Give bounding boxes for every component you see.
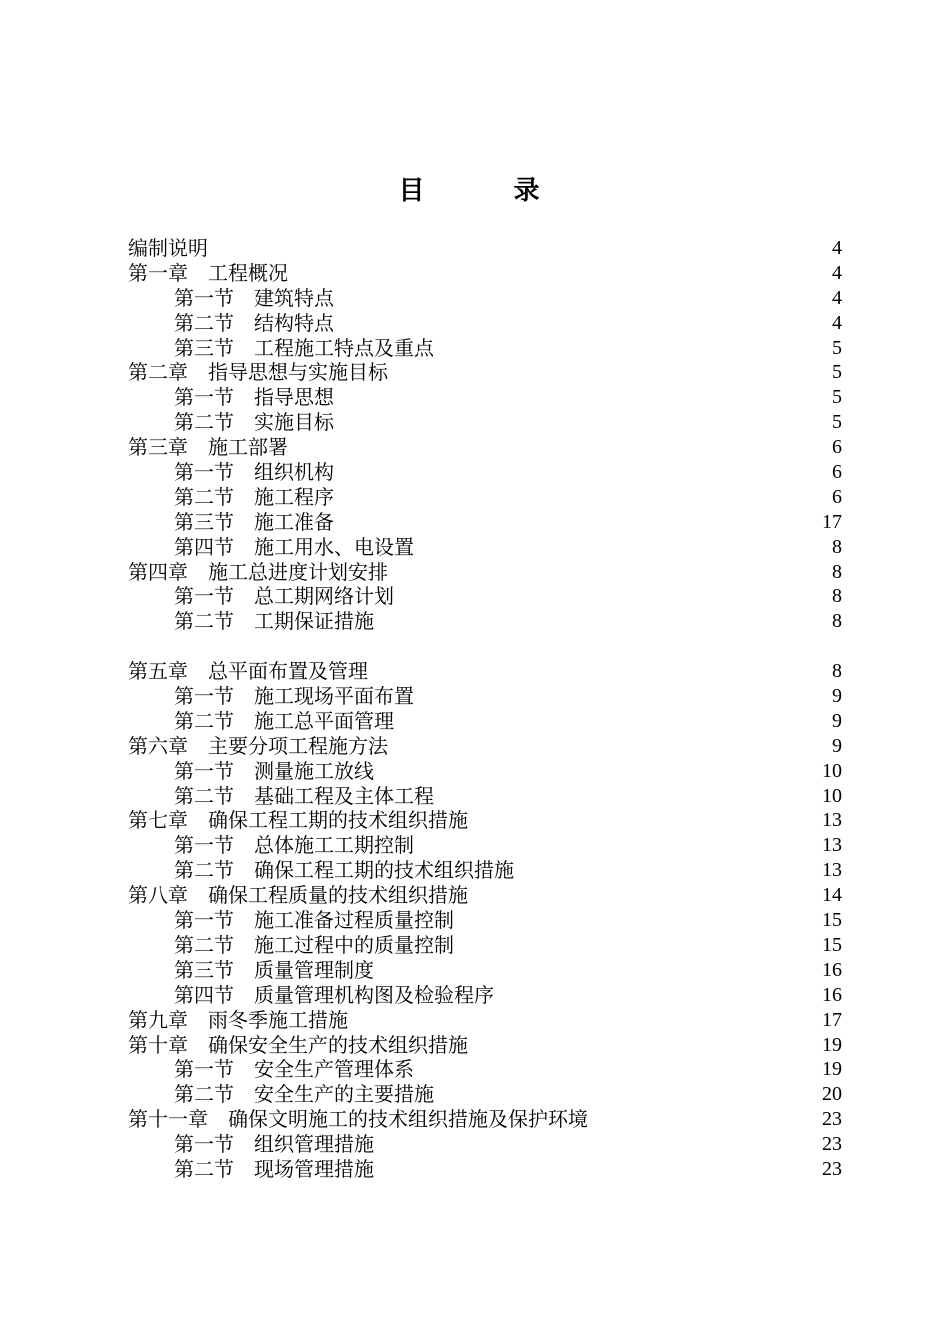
toc-entry-label: 第二章 指导思想与实施目标	[128, 360, 388, 385]
toc-section-entry[interactable]	[128, 858, 842, 883]
toc-section-entry[interactable]	[128, 983, 842, 1008]
toc-chapter-entry[interactable]	[128, 659, 842, 684]
toc-page-number: 8	[832, 560, 842, 583]
toc-entry-label: 第三章 施工部署	[128, 435, 288, 460]
toc-entry-label: 第二节 实施目标	[174, 410, 334, 435]
toc-chapter-entry[interactable]	[128, 1008, 842, 1033]
toc-entry-label: 第四章 施工总进度计划安排	[128, 559, 388, 584]
toc-entry-label: 第一章 工程概况	[128, 260, 288, 285]
toc-section-entry[interactable]	[128, 784, 842, 809]
toc-section-entry[interactable]	[128, 485, 842, 510]
toc-entry-label: 第二节 结构特点	[174, 310, 334, 335]
toc-entry-label: 编制说明	[128, 236, 208, 260]
toc-entry-label: 第六章 主要分项工程施方法	[128, 733, 388, 758]
toc-entry-label: 第一节 施工现场平面布置	[174, 684, 414, 709]
toc-spacer	[128, 634, 842, 659]
toc-entry-label: 第二节 施工总平面管理	[174, 708, 394, 733]
toc-section-entry[interactable]	[128, 933, 842, 958]
toc-page-number: 5	[832, 361, 842, 384]
toc-page-number: 5	[832, 336, 842, 359]
toc-page-number: 6	[832, 485, 842, 508]
toc-chapter-entry[interactable]	[128, 560, 842, 585]
toc-chapter-entry[interactable]	[128, 734, 842, 759]
toc-section-entry[interactable]	[128, 1057, 842, 1082]
toc-entry-label: 第一节 施工准备过程质量控制	[174, 908, 454, 933]
toc-section-entry[interactable]	[128, 410, 842, 435]
toc-section-entry[interactable]	[128, 1157, 842, 1182]
toc-section-entry[interactable]	[128, 709, 842, 734]
toc-page-number: 10	[822, 759, 842, 782]
toc-page-number: 6	[832, 461, 842, 484]
toc-chapter-entry[interactable]	[128, 360, 842, 385]
toc-page-number: 23	[822, 1157, 842, 1180]
toc-page-number: 19	[822, 1058, 842, 1081]
toc-chapter-entry[interactable]	[128, 261, 842, 286]
toc-page-number: 13	[822, 859, 842, 882]
toc-entry-label: 第二节 安全生产的主要措施	[174, 1082, 434, 1107]
toc-page-number: 8	[832, 660, 842, 683]
toc-section-entry[interactable]	[128, 759, 842, 784]
toc-page-number: 4	[832, 261, 842, 284]
toc-page-number: 13	[822, 809, 842, 832]
toc-section-entry[interactable]	[128, 286, 842, 311]
table-of-contents	[128, 236, 842, 1182]
toc-entry-label: 第二节 工期保证措施	[174, 609, 374, 634]
toc-entry-label: 第二节 施工程序	[174, 484, 334, 509]
toc-entry-label: 第三节 质量管理制度	[174, 957, 374, 982]
toc-page-number: 20	[822, 1083, 842, 1106]
toc-page-number: 16	[822, 958, 842, 981]
toc-entry-label: 第二节 现场管理措施	[174, 1156, 374, 1181]
toc-entry-label: 第一节 建筑特点	[174, 285, 334, 310]
toc-section-entry[interactable]	[128, 908, 842, 933]
toc-section-entry[interactable]	[128, 833, 842, 858]
toc-chapter-entry[interactable]	[128, 1107, 842, 1132]
toc-chapter-entry[interactable]	[128, 1033, 842, 1058]
toc-page-number: 9	[832, 709, 842, 732]
toc-entry-label: 第一节 安全生产管理体系	[174, 1057, 414, 1082]
toc-entry-label: 第二节 施工过程中的质量控制	[174, 932, 454, 957]
toc-entry-label: 第二节 确保工程工期的技术组织措施	[174, 858, 514, 883]
toc-page-number: 23	[822, 1108, 842, 1131]
toc-entry-label: 第四节 施工用水、电设置	[174, 534, 414, 559]
toc-entry-label: 第一节 总体施工工期控制	[174, 833, 414, 858]
toc-section-entry[interactable]	[128, 1082, 842, 1107]
toc-chapter-entry[interactable]	[128, 808, 842, 833]
toc-entry-label: 第一节 指导思想	[174, 385, 334, 410]
toc-page-number: 8	[832, 610, 842, 633]
toc-page-number: 6	[832, 436, 842, 459]
toc-page-number: 19	[822, 1033, 842, 1056]
toc-chapter-entry[interactable]	[128, 236, 842, 261]
toc-entry-label: 第一节 总工期网络计划	[174, 584, 394, 609]
toc-entry-label: 第五章 总平面布置及管理	[128, 659, 368, 684]
toc-entry-label: 第一节 组织机构	[174, 460, 334, 485]
toc-entry-label: 第一节 测量施工放线	[174, 758, 374, 783]
toc-page-number: 23	[822, 1133, 842, 1156]
toc-page-number: 16	[822, 983, 842, 1006]
toc-page-number: 13	[822, 834, 842, 857]
toc-page-number: 5	[832, 411, 842, 434]
toc-page-number: 4	[832, 237, 842, 259]
toc-section-entry[interactable]	[128, 958, 842, 983]
toc-page-number: 15	[822, 909, 842, 932]
toc-section-entry[interactable]	[128, 684, 842, 709]
toc-page-number: 10	[822, 784, 842, 807]
toc-section-entry[interactable]	[128, 1132, 842, 1157]
toc-entry-label: 第二节 基础工程及主体工程	[174, 783, 434, 808]
toc-chapter-entry[interactable]	[128, 883, 842, 908]
toc-entry-label: 第三节 施工准备	[174, 509, 334, 534]
toc-page-number: 4	[832, 311, 842, 334]
toc-section-entry[interactable]	[128, 385, 842, 410]
toc-section-entry[interactable]	[128, 336, 842, 361]
toc-entry-label: 第四节 质量管理机构图及检验程序	[174, 982, 494, 1007]
toc-page-number: 9	[832, 734, 842, 757]
toc-page-number: 15	[822, 933, 842, 956]
toc-page-number: 17	[822, 510, 842, 533]
toc-page-number: 8	[832, 535, 842, 558]
page-title: 目 录	[398, 176, 580, 206]
toc-section-entry[interactable]	[128, 311, 842, 336]
toc-page-number: 17	[822, 1008, 842, 1031]
toc-section-entry[interactable]	[128, 460, 842, 485]
toc-section-entry[interactable]	[128, 584, 842, 609]
toc-entry-label: 第一节 组织管理措施	[174, 1132, 374, 1157]
toc-page-number: 14	[822, 884, 842, 907]
toc-entry-label: 第三节 工程施工特点及重点	[174, 335, 434, 360]
toc-section-entry[interactable]	[128, 609, 842, 634]
toc-page-number: 4	[832, 286, 842, 309]
toc-page-number: 9	[832, 685, 842, 708]
toc-entry-label: 第十章 确保安全生产的技术组织措施	[128, 1032, 468, 1057]
toc-page-number: 8	[832, 585, 842, 608]
toc-chapter-entry[interactable]	[128, 435, 842, 460]
toc-page-number: 5	[832, 386, 842, 409]
toc-section-entry[interactable]	[128, 535, 842, 560]
toc-entry-label: 第十一章 确保文明施工的技术组织措施及保护环境	[128, 1107, 588, 1132]
toc-entry-label: 第八章 确保工程质量的技术组织措施	[128, 883, 468, 908]
toc-entry-label: 第七章 确保工程工期的技术组织措施	[128, 808, 468, 833]
toc-section-entry[interactable]	[128, 510, 842, 535]
toc-entry-label: 第九章 雨冬季施工措施	[128, 1007, 348, 1032]
